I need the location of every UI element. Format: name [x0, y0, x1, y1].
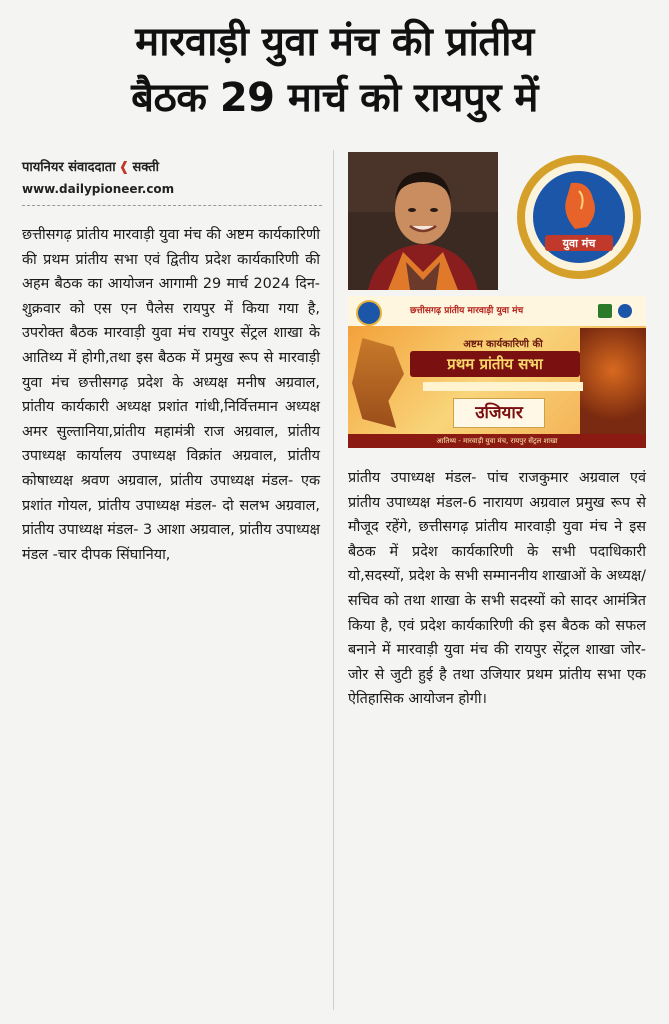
banner-title: प्रथम प्रांतीय सभा — [410, 351, 580, 377]
headline-line-2: बैठक 29 मार्च को रायपुर में — [131, 75, 538, 121]
website-url: www.dailypioneer.com — [22, 182, 175, 196]
dateline-location: सक्ती — [132, 160, 160, 175]
logo-art — [515, 153, 643, 281]
person-photo-art — [348, 152, 498, 290]
arrow-icon: ❰ — [118, 160, 130, 175]
banner-header: छत्तीसगढ़ प्रांतीय मारवाड़ी युवा मंच — [348, 296, 646, 326]
banner-footer: आतिथ्य - मारवाड़ी युवा मंच, रायपुर सेंट्रल शाखा — [348, 434, 646, 448]
column-divider — [333, 150, 334, 1010]
headline-line-1: मारवाड़ी युवा मंच की प्रांतीय — [135, 19, 534, 65]
reporter-name: पायनियर संवाददाता — [22, 160, 116, 175]
logo-text: युवा मंच — [562, 237, 596, 250]
banner-logo-icon — [356, 300, 382, 326]
deity-image — [580, 328, 646, 434]
event-banner — [348, 296, 646, 448]
banner-badge-icon — [618, 304, 632, 318]
banner-subtitle: अष्टम कार्यकारिणी की — [463, 339, 543, 350]
article-column-right: प्रांतीय उपाध्यक्ष मंडल- पांच राजकुमार अग्रवाल एवं प्रांतीय उपाध्यक्ष मंडल-6 नारायण अग्रवाल प्रमुख रूप से मौजूद रहेंगे, छत्तीसगढ़ प्रांतीय मारवाड़ी युवा मंच ने इस बैठक में प्रदेश कार्यकारिणी के सभी पदाधिकारी यो,सदस्यों, प्रदेश के सभी सम्माननीय शाखाओं के अध्यक्ष/ सचिव को तथा शाखा के सभी सदस्यों को सादर आमंत्रित किया है, एवं प्रदेश कार्यकारिणी की इस बैठक को सफल बनाने में मारवाड़ी युवा मंच की रायपुर सेंट्रल शाखा जोर-जोर से जुटी हुई है तथा उजियार प्रथम प्रांतीय सभा एक ऐतिहासिक आयोजन होगी। — [348, 470, 646, 708]
banner-sponsor-icon — [598, 304, 612, 318]
byline — [22, 157, 159, 175]
banner-info-row — [423, 382, 583, 391]
headline — [0, 14, 669, 126]
person-photo — [348, 152, 498, 290]
yuva-manch-logo — [515, 153, 643, 281]
banner-event-name: उजियार — [453, 398, 545, 428]
article-column-left: छत्तीसगढ़ प्रांतीय मारवाड़ी युवा मंच की अष्टम कार्यकारिणी की प्रथम प्रांतीय सभा एवं द्वितीय प्रदेश कार्यकारिणी की अहम बैठक का आयोजन आगामी 29 मार्च 2024 दिन- शुक्रवार को एस एन पैलेस रायपुर में किया गया है, उपरोक्त बैठक मारवाड़ी युवा मंच रायपुर सेंट्रल शाखा के आतिथ्य में होगी,तथा इस बैठक में प्रमुख रूप से मारवाड़ी युवा मंच छत्तीसगढ़ प्रदेश के अध्यक्ष मनीष अग्रवाल, प्रांतीय कार्यकारी अध्यक्ष प्रशांत गांधी,निर्वित्तमान अध्यक्ष अमर सुल्तानिया,प्रांतीय महामंत्री राज अग्रवाल, प्रांतीय उपाध्यक्ष कार्यालय उपाध्यक्ष विक्रांत अग्रवाल, प्रांतीय कोषाध्यक्ष श्रवण अग्रवाल, प्रांतीय उपाध्यक्ष मंडल- एक प्रशांत गोयल, प्रांतीय उपाध्यक्ष मंडल- दो सलभ अग्रवाल, प्रांतीय उपाध्यक्ष मंडल- 3 आशा अग्रवाल, प्रांतीय उपाध्यक्ष मंडल -चार दीपक सिंघानिया, — [22, 227, 320, 563]
byline-divider — [22, 205, 322, 206]
